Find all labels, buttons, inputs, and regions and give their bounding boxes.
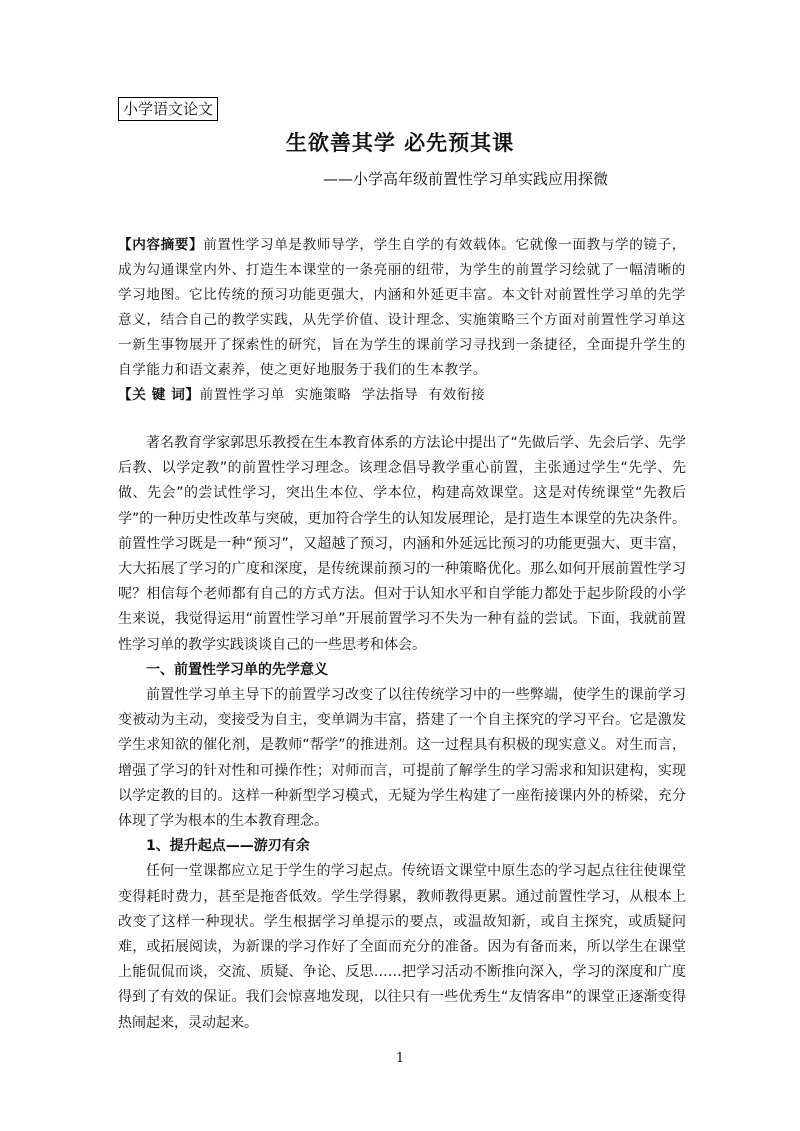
keyword-item: 学法指导 — [361, 387, 419, 403]
page-number: 1 — [395, 1051, 405, 1066]
abstract — [118, 233, 686, 383]
abstract-label: 【内容摘要】 — [118, 237, 204, 253]
abstract-text: 前置性学习单是教师导学，学生自学的有效载体。它就像一面教与学的镜子，成为勾通课堂内外、打造生本课堂的一条亮丽的纽带，为学生的前置学习绘就了一幅清晰的学习地图。它比传统的预习功能更强大，内涵和外延更丰富。本文针对前置性学习单的先学意义，结合自己的教学实践，从先学价值、设计理念、实施策略三个方面对前置性学习单这一新生事物展开了探索性的研究，旨在为学生的课前学习寻找到一条捷径，全面提升学生的自学能力和语文素养，使之更好地服务于我们的生本教学。 — [118, 237, 686, 378]
subsection-paragraph: 任何一堂课都应立足于学生的学习起点。传统语文课堂中原生态的学习起点往往使课堂变得耗时费力，甚至是拖沓低效。学生学得累，教师教得更累。通过前置性学习，从根本上改变了这样一种现状。学生根据学习单提示的要点，或温故知新，或自主探究，或质疑问难，或拓展阅读，为新课的学习作好了全面而充分的准备。因为有备而来，所以学生在课堂上能侃侃而谈，交流、质疑、争论、反思……把学习活动不断推向深入，学习的深度和广度得到了有效的保证。我们会惊喜地发现，以往只有一些优秀生“友情客串”的课堂正逐渐变得热闹起来，灵动起来。 — [118, 863, 686, 1031]
section-paragraph: 前置性学习单主导下的前置学习改变了以往传统学习中的一些弊端，使学生的课前学习变被动为主动，变接受为自主，变单调为丰富，搭建了一个自主探究的学习平台。它是激发学生求知欲的催化剂，是教师“帮学”的推进剂。这一过程具有积极的现实意义。对生而言，增强了学习的针对性和可操作性；对师而言，可提前了解学生的学习需求和知识建构，实现以学定教的目的。这样一种新型学习模式，无疑为学生构建了一座衔接课内外的桥梁，充分体现了学为根本的生本教育理念。 — [118, 687, 686, 830]
section-heading: 一、前置性学习单的先学意义 — [146, 661, 328, 678]
keyword-item: 实施策略 — [294, 387, 352, 403]
keywords-label: 【关 键 词】 — [118, 387, 200, 403]
keyword-item: 前置性学习单 — [199, 387, 285, 403]
keywords — [118, 383, 686, 408]
page-subtitle: ——小学高年级前置性学习单实践应用探微 — [323, 170, 609, 188]
category-label: 小学语文论文 — [118, 97, 218, 121]
subsection-heading: 1、提升起点——游刃有余 — [146, 838, 310, 855]
intro-paragraph: 著名教育学家郭思乐教授在生本教育体系的方法论中提出了“先做后学、先会后学、先学后教、以学定教”的前置性学习理念。该理念倡导教学重心前置，主张通过学生“先学、先做、先会”的尝试性学习，突出生本位、学本位，构建高效课堂。这是对传统课堂“先教后学”的一种历史性改革与突破，更加符合学生的认知发展理论，是打造生本课堂的先决条件。前置性学习既是一种“预习”，又超越了预习，内涵和外延远比预习的功能更强大、更丰富，大大拓展了学习的广度和深度，是传统课前预习的一种策略优化。那么如何开展前置性学习呢？相信每个老师都有自己的方式方法。但对于认知水平和自学能力都处于起步阶段的小学生来说，我觉得运用“前置性学习单”开展前置学习不失为一种有益的尝试。下面，我就前置性学习单的教学实践谈谈自己的一些思考和体会。 — [118, 435, 686, 653]
article-body — [118, 431, 686, 1036]
page-title: 生欲善其学 必先预其课 — [285, 131, 515, 155]
keyword-item: 有效衔接 — [428, 387, 486, 403]
